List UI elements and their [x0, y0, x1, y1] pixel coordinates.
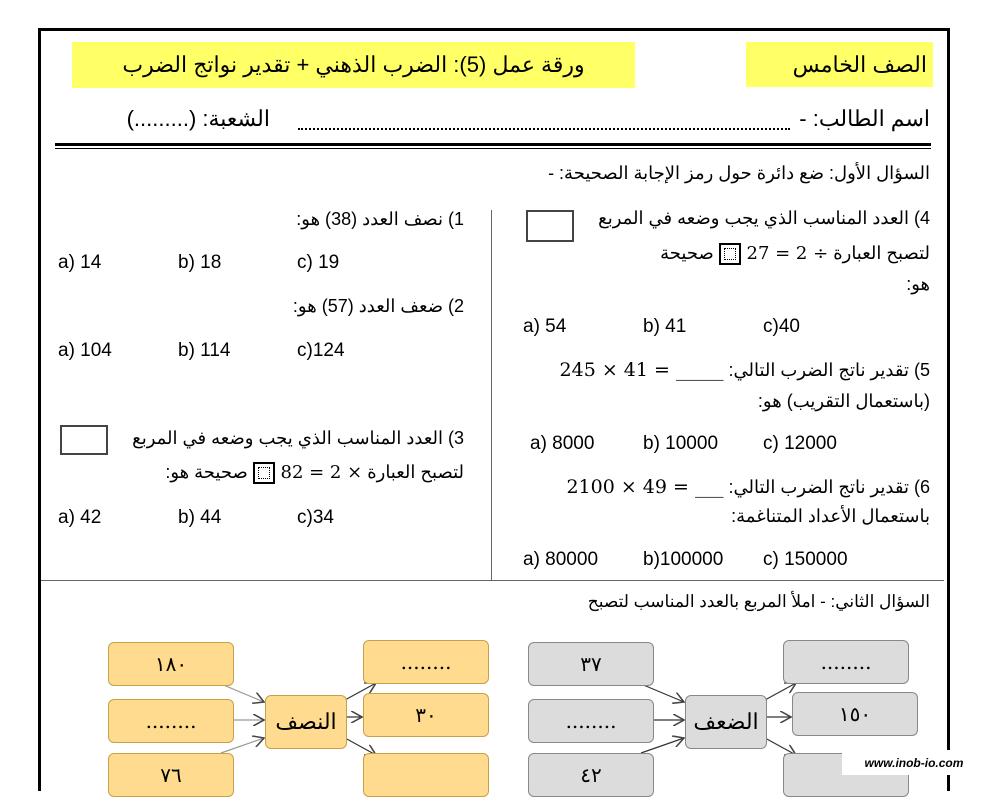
q5-option-a[interactable]: a) 8000 — [530, 433, 595, 454]
grade-label: الصف الخامس — [746, 42, 933, 87]
section-field[interactable]: الشعبة: (.........) — [126, 106, 270, 131]
text: لتصبح العبارة — [367, 462, 464, 482]
half-output-box[interactable] — [363, 753, 489, 797]
q2-option-b[interactable]: b) 114 — [178, 340, 231, 361]
q5-option-c[interactable]: c) 12000 — [763, 433, 837, 454]
equation: 82 = 2 × — [280, 462, 363, 483]
half-output-box[interactable]: ........ — [363, 640, 489, 684]
double-output-box[interactable]: ........ — [783, 640, 909, 684]
q4-option-b[interactable]: b) 41 — [643, 316, 687, 337]
double-operation-box: الضعف — [685, 695, 767, 749]
question-1: 1) نصف العدد (38) هو: — [296, 209, 464, 229]
half-operation-box: النصف — [265, 695, 347, 749]
q6-option-a[interactable]: a) 80000 — [523, 549, 599, 570]
q2-heading: السؤال الثاني: - املأ المربع بالعدد المناسب لتصبح — [587, 592, 930, 611]
text: لتصبح العبارة — [833, 243, 930, 263]
question-4-line3: هو: — [906, 274, 930, 294]
q6-option-c[interactable]: c) 150000 — [763, 549, 848, 570]
q1-option-a[interactable]: a) 14 — [58, 252, 102, 273]
question-4: 4) العدد المناسب الذي يجب وضعه في المربع — [598, 208, 930, 228]
half-input-box[interactable]: ........ — [108, 699, 234, 743]
equation: 245 × 41 = _____ — [559, 359, 724, 381]
q4-option-c[interactable]: c)40 — [763, 316, 800, 337]
text: صحيحة هو: — [165, 462, 248, 482]
q2-option-c[interactable]: c)124 — [297, 340, 345, 361]
text: 5) تقدير ناتج الضرب التالي: — [728, 360, 930, 380]
q5-option-b[interactable]: b) 10000 — [643, 433, 719, 454]
q6-option-b[interactable]: b)100000 — [643, 549, 724, 570]
question-2: 2) ضعف العدد (57) هو: — [292, 296, 464, 316]
double-input-box[interactable]: ........ — [528, 699, 654, 743]
watermark: www.inob-io.com — [842, 750, 986, 775]
q1-option-b[interactable]: b) 18 — [178, 252, 222, 273]
q3-option-c[interactable]: c)34 — [297, 507, 334, 528]
double-input-box: ٣٧ — [528, 642, 654, 686]
q1-heading: السؤال الأول: ضع دائرة حول رمز الإجابة الصحيحة: - — [548, 163, 930, 183]
q2-option-a[interactable]: a) 104 — [58, 340, 112, 361]
q3-option-b[interactable]: b) 44 — [178, 507, 222, 528]
worksheet-title: ورقة عمل (5): الضرب الذهني + تقدير نواتج الضرب — [72, 42, 635, 88]
half-output-box: ٣٠ — [363, 693, 489, 737]
student-name-label: اسم الطالب: - — [799, 106, 930, 131]
equation: 2100 × 49 = ___ — [566, 476, 724, 498]
half-input-box: ٧٦ — [108, 753, 234, 797]
text: صحيحة — [660, 243, 714, 263]
q3-option-a[interactable]: a) 42 — [58, 507, 102, 528]
half-input-box: ١٨٠ — [108, 642, 234, 686]
question-6-line2: باستعمال الأعداد المتناغمة: — [731, 506, 930, 526]
question-3: 3) العدد المناسب الذي يجب وضعه في المربع — [132, 428, 464, 448]
q1-option-c[interactable]: c) 19 — [297, 252, 340, 273]
q4-option-a[interactable]: a) 54 — [523, 316, 567, 337]
question-5-line2: (باستعمال التقريب) هو: — [757, 391, 930, 411]
equation: 27 = 2 ÷ — [746, 243, 829, 264]
double-input-box: ٤٢ — [528, 753, 654, 797]
double-output-box: ١٥٠ — [792, 692, 918, 736]
text: 6) تقدير ناتج الضرب التالي: — [728, 477, 930, 497]
